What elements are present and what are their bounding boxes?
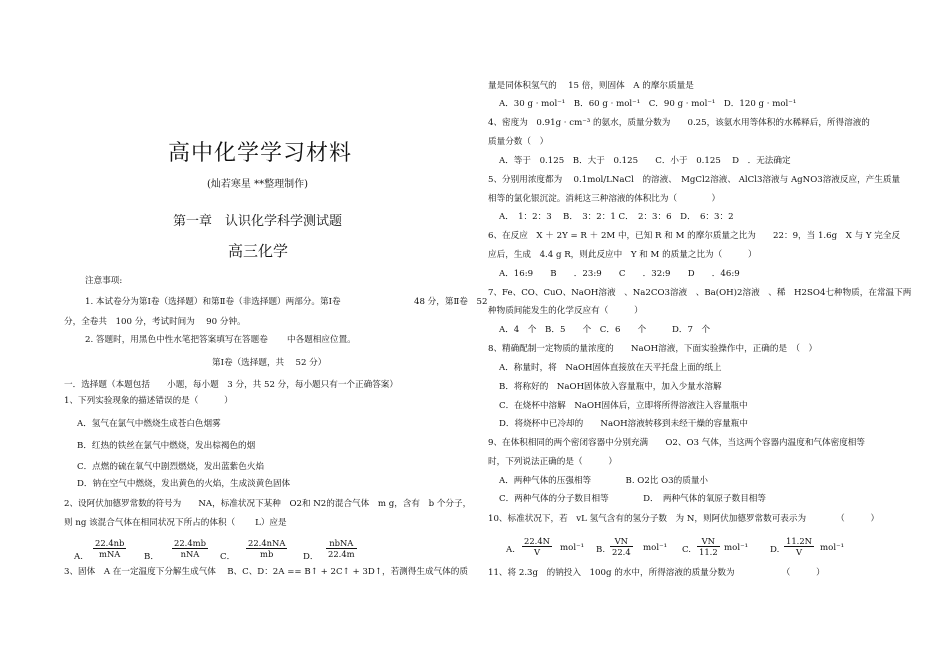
q2-b-numerator: 22.4mb (174, 538, 206, 548)
instruction-1b: 48 分，第Ⅱ卷 52 (414, 297, 488, 307)
q2-option-c-label: C． (220, 552, 236, 562)
q10-option-a-unit: mol⁻¹ (560, 543, 585, 553)
instruction-1c: 分，全卷共 100 分，考试时间为 90 分钟。 (64, 317, 246, 327)
option-line: B．将称好的 NaOH固体放入容量瓶中，加入少量水溶解 (499, 382, 722, 392)
q2-a-numerator: 22.4nb (95, 538, 125, 548)
option-line: A．两种气体的压强相等 B. O2比 O3的质量小 (499, 476, 709, 486)
q10-c-denominator: 11.2 (699, 547, 718, 557)
section-heading: 第Ⅰ卷（选择题，共 52 分） (212, 358, 327, 368)
q2-c-numerator: 22.4nNA (248, 538, 286, 548)
q2-d-numerator: nbNA (326, 538, 357, 549)
question-line: 8、精确配制一定物质的量浓度的 NaOH溶液，下面实验操作中，正确的是 （ ） (488, 344, 818, 354)
q2-c-denominator: mb (260, 549, 274, 559)
option-line: A．16:9 B ．23:9 C ．32:9 D ．46:9 (499, 269, 740, 279)
q10-d-numerator: 11.2N (786, 536, 812, 546)
instruction-2b: 中各题相应位置。 (287, 335, 356, 345)
q10-option-b-unit: mol⁻¹ (643, 543, 668, 553)
instructions-heading: 注意事项: (85, 276, 123, 286)
q2-d-denominator: 22.4m (328, 549, 355, 559)
q2-option-d-fraction (326, 538, 357, 559)
option-line: D．钠在空气中燃烧，发出黄色的火焰，生成淡黄色固体 (77, 479, 291, 489)
option-line: A．等于 0.125 B．大于 0.125 C．小于 0.125 D ．无法确定 (499, 156, 791, 166)
question-line: 相等的氯化银沉淀。消耗这三种溶液的体积比为（ ） (488, 194, 721, 204)
q10-a-denominator: V (533, 547, 541, 557)
question-line: 种物质间能发生的化学反应有（ ） (488, 306, 643, 316)
question-line: 7、Fe、CO、CuO、NaOH溶液 、Na2CO3溶液 、Ba(OH)2溶液 、稀 H2SO4七种物质，在常温下两 (488, 288, 912, 298)
question-line: 5、分别用浓度都为 0.1mol/LNaCl 的溶液、 MgCl2溶液、 AlCl3溶液与 AgNO3溶液反应，产生质量 (488, 175, 901, 185)
q2-option-b-fraction (172, 538, 208, 559)
q2-option-a-label: A. (74, 552, 83, 562)
question-line: 应后，生成 4.4 g R，则此反应中 Y 和 M 的质量之比为（ ） (488, 250, 757, 260)
question-line: 量是同体积氢气的 15 倍，则固体 A 的摩尔质量是 (488, 81, 694, 91)
q10-option-d-fraction (784, 536, 814, 557)
q10-option-d-label: D. (770, 545, 780, 555)
q2-a-denominator: mNA (99, 549, 121, 559)
option-line: B．红热的铁丝在氯气中燃烧，发出棕褐色的烟 (77, 441, 256, 451)
q10-option-c-label: C. (682, 545, 692, 555)
q10-d-denominator: V (795, 547, 803, 557)
grade-heading: 高三化学 (228, 242, 289, 260)
page-title: 高中化学学习材料 (168, 141, 353, 166)
q10-option-d-unit: mol⁻¹ (820, 543, 845, 553)
option-line: C．在烧杯中溶解 NaOH固体后，立即将所得溶液注入容量瓶中 (499, 401, 748, 411)
question-line: 3、固体 A 在一定温度下分解生成气体 B、C、D：2A == B↑ + 2C↑ + 3D↑，若测得生成气体的质 (64, 567, 468, 577)
q10-b-numerator: VN (610, 536, 633, 547)
instruction-1a: 1. 本试卷分为第Ⅰ卷（选择题）和第Ⅱ卷（非选择题）两部分。第Ⅰ卷 (85, 297, 341, 307)
q10-option-b-label: B. (596, 545, 606, 555)
q10-option-a-fraction (522, 536, 552, 557)
q10-a-numerator: 22.4N (524, 536, 550, 546)
q10-c-numerator: VN (697, 536, 720, 547)
option-line: A．氢气在氯气中燃烧生成苍白色烟雾 (77, 419, 221, 429)
section-intro: 一．选择题（本题包括 小题，每小题 3 分，共 52 分，每小题只有一个正确答案） (64, 380, 398, 390)
q10-option-b-fraction (610, 536, 633, 557)
q2-option-d-label: D． (303, 552, 319, 562)
question-line: 9、在体积相同的两个密闭容器中分别充满 O2、O3 气体，当这两个容器内温度和气体密度相等 (488, 438, 865, 448)
q2-b-denominator: nNA (180, 549, 200, 559)
option-line: A． 1：2：3 B． 3：2：1 C． 2：3：6 D． 6：3：2 (499, 212, 734, 222)
question-line: 2、设阿伏加德罗常数的符号为 NA，标准状况下某种 O2和 N2的混合气体 m g，含有 b 个分子， (64, 499, 472, 509)
q10-b-denominator: 22.4 (612, 547, 631, 557)
q10-option-c-unit: mol⁻¹ (724, 543, 749, 553)
question-line: 11、将 2.3g 的钠投入 100g 的水中，所得溶液的质量分数为 （ ） (488, 568, 825, 578)
chapter-heading: 第一章 认识化学科学测试题 (173, 214, 343, 229)
instruction-2a: 2. 答题时，用黑色中性水笔把答案填写在答题卷 (85, 335, 268, 345)
question-line: 10、标准状况下，若 vL 氢气含有的氢分子数 为 N，则阿伏加德罗常数可表示为 （ ） (488, 514, 880, 524)
option-line: A．30 g · mol⁻¹ B．60 g · mol⁻¹ C．90 g · mol⁻¹ D．120 g · mol⁻¹ (499, 99, 797, 109)
q2-option-a-fraction (93, 538, 126, 559)
q10-option-a-label: A. (506, 545, 515, 555)
q10-option-c-fraction (697, 536, 720, 557)
question-line: 则 ng 该混合气体在相同状况下所占的体积（ L）应是 (64, 518, 287, 528)
option-line: A．4 个 B．5 个 C．6 个 D．7 个 (499, 325, 711, 335)
option-line: C．点燃的硫在氧气中剧烈燃烧，发出蓝紫色火焰 (77, 462, 265, 472)
option-line: D．将烧杯中已冷却的 NaOH溶液转移到未经干燥的容量瓶中 (499, 419, 748, 429)
q2-option-b-label: B． (144, 552, 159, 562)
q2-option-c-fraction (246, 538, 287, 559)
question-line: 1、下列实验现象的描述错误的是（ ） (64, 396, 233, 406)
question-line: 6、在反应 X ＋ 2Y = R ＋ 2M 中，已知 R 和 M 的摩尔质量之比为 22：9，当 1.6g X 与 Y 完全反 (488, 231, 901, 241)
option-line: A．称量时，将 NaOH固体直接放在天平托盘上面的纸上 (499, 363, 722, 373)
option-line: C．两种气体的分子数目相等 D． 两种气体的氧原子数目相等 (499, 494, 766, 504)
page-subtitle: (灿若寒星 **整理制作) (207, 179, 308, 190)
question-line: 4、密度为 0.91g · cm⁻³ 的氨水，质量分数为 0.25，该氨水用等体积的水稀释后，所得溶液的 (488, 118, 870, 128)
question-line: 质量分数（ ） (488, 137, 549, 147)
question-line: 时，下列说法正确的是（ ） (488, 457, 617, 467)
